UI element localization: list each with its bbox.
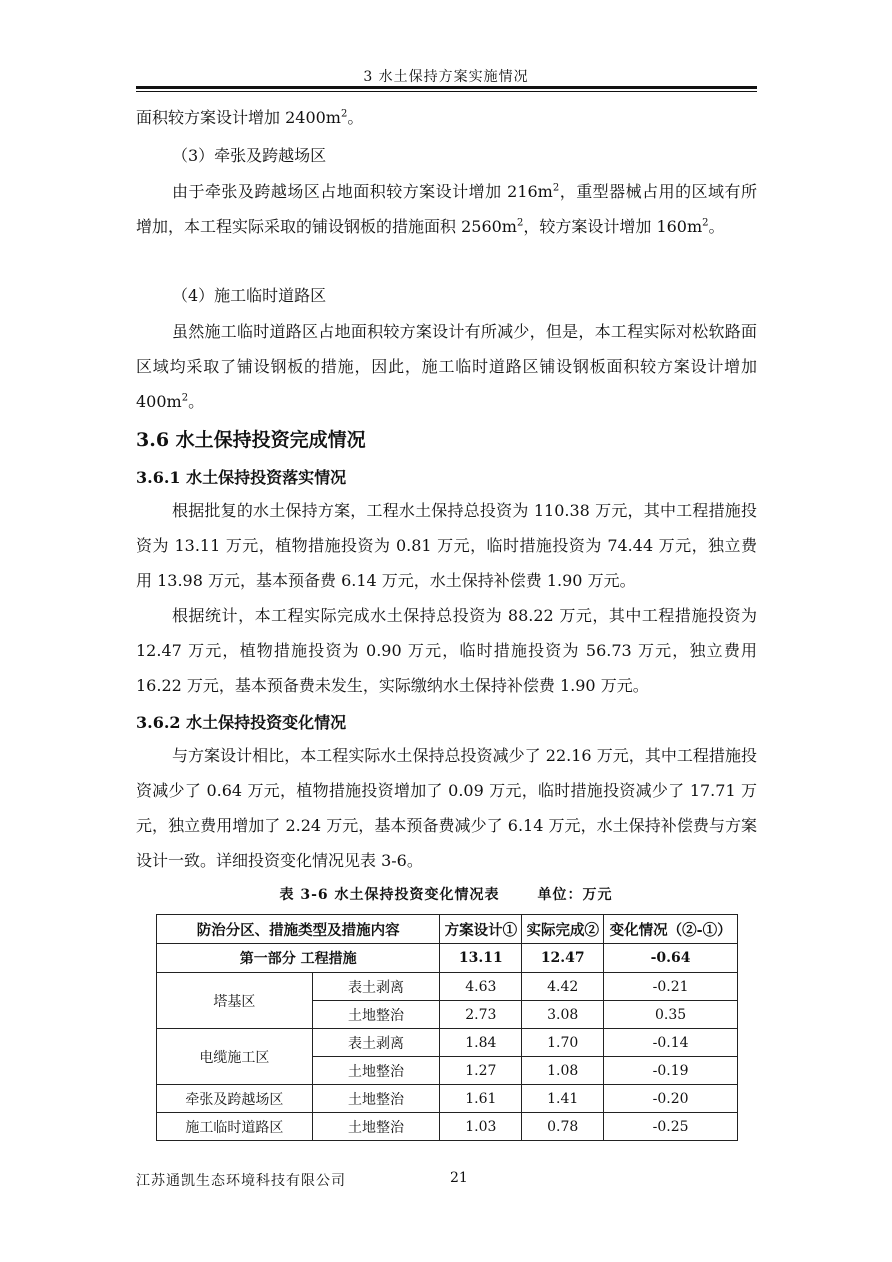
table-caption [0,884,892,904]
zone-cell: 电缆施工区 [157,1029,313,1085]
text: 由于牵张及跨越场区占地面积较方案设计增加 216m [172,182,553,201]
actual-cell: 1.08 [522,1057,604,1085]
header-cell: 实际完成② [522,915,604,944]
section-label-cell: 第一部分 工程措施 [157,944,440,973]
measure-cell: 表土剥离 [312,973,440,1001]
table-row [157,1113,738,1141]
superscript: 2 [552,182,560,194]
actual-cell: 3.08 [522,1001,604,1029]
actual-cell: 1.41 [522,1085,604,1113]
actual-cell: 12.47 [522,944,604,973]
change-cell: -0.21 [604,973,738,1001]
investment-change-table [156,914,738,1141]
header-cell: 防治分区、措施类型及措施内容 [157,915,440,944]
header-cell: 变化情况（②-①） [604,915,738,944]
paragraph-actual-investment: 根据统计，本工程实际完成水土保持总投资为 88.22 万元，其中工程措施投资为 12.47 万元，植物措施投资为 0.90 万元，临时措施投资为 56.73 万元，独立费用 16.22 万元，基本预备费未发生，实际缴纳水土保持补偿费 1.90 万元。 [136,606,757,695]
actual-cell: 1.70 [522,1029,604,1057]
paragraph-temp-road-area [136,314,757,419]
table-row [157,973,738,1001]
measure-cell: 土地整治 [312,1113,440,1141]
change-cell: -0.25 [604,1113,738,1141]
zone-cell: 塔基区 [157,973,313,1029]
plan-cell: 2.73 [440,1001,522,1029]
plan-cell: 1.84 [440,1029,522,1057]
text: 。 [188,392,205,411]
text: ，重型器械占用的区域有所增加，本工程实际采取的铺设钢板的措施面积 2560m [136,182,757,236]
header-rule-thin [136,91,757,92]
measure-cell: 土地整治 [312,1057,440,1085]
table-header-row [157,915,738,944]
table-row [157,1085,738,1113]
plan-cell: 13.11 [440,944,522,973]
change-cell: 0.35 [604,1001,738,1029]
text: 。 [708,217,725,236]
section-heading-3-6: 3.6 水土保持投资完成情况 [136,429,366,451]
text: ，较方案设计增加 160m [523,217,703,236]
actual-cell: 0.78 [522,1113,604,1141]
table-row [157,1029,738,1057]
paragraph-investment-change: 与方案设计相比，本工程实际水土保持总投资减少了 22.16 万元，其中工程措施投资减少了 0.64 万元，植物措施投资增加了 0.09 万元，临时措施投资减少了 17.71 万元，独立费用增加了 2.24 万元，基本预备费减少了 6.14 万元，水土保持补偿费与方案设计一致。详细投资变化情况见表 3-6。 [136,746,757,870]
measure-cell: 土地整治 [312,1085,440,1113]
section-heading-3-6-1: 3.6.1 水土保持投资落实情况 [136,468,347,487]
paragraph-approved-investment: 根据批复的水土保持方案，工程水土保持总投资为 110.38 万元，其中工程措施投资为 13.11 万元，植物措施投资为 0.81 万元，临时措施投资为 74.44 万元，独立费用 13.98 万元，基本预备费 6.14 万元，水土保持补偿费 1.90 万元。 [136,501,757,590]
table-section-row [157,944,738,973]
superscript: 2 [340,108,348,120]
table-unit: 单位：万元 [537,887,613,903]
subheading-temp-road-area: （4）施工临时道路区 [172,286,327,305]
superscript: 2 [702,217,709,229]
measure-cell: 土地整治 [312,1001,440,1029]
measure-cell: 表土剥离 [312,1029,440,1057]
section-heading-3-6-2: 3.6.2 水土保持投资变化情况 [136,713,347,732]
header-rule-thick [136,86,757,89]
zone-cell: 施工临时道路区 [157,1113,313,1141]
text: 面积较方案设计增加 2400m [136,108,341,127]
header-title: 3 水土保持方案实施情况 [363,69,529,85]
superscript: 2 [181,392,189,404]
paragraph-area-increase [136,100,757,135]
superscript: 2 [516,217,524,229]
text: 。 [347,108,364,127]
plan-cell: 1.27 [440,1057,522,1085]
change-cell: -0.20 [604,1085,738,1113]
page-number: 21 [450,1170,468,1186]
text: 虽然施工临时道路区占地面积较方案设计有所减少，但是，本工程实际对松软路面区域均采取了铺设钢板的措施，因此，施工临时道路区铺设钢板面积较方案设计增加 400m [136,322,757,411]
footer-company: 江苏通凯生态环境科技有限公司 [136,1173,346,1189]
plan-cell: 1.03 [440,1113,522,1141]
plan-cell: 4.63 [440,973,522,1001]
change-cell: -0.64 [604,944,738,973]
zone-cell: 牵张及跨越场区 [157,1085,313,1113]
plan-cell: 1.61 [440,1085,522,1113]
subheading-traction-area: （3）牵张及跨越场区 [172,146,327,165]
actual-cell: 4.42 [522,973,604,1001]
table-title: 表 3-6 水土保持投资变化情况表 [279,887,500,903]
paragraph-traction-area [136,174,757,244]
change-cell: -0.14 [604,1029,738,1057]
change-cell: -0.19 [604,1057,738,1085]
header-cell: 方案设计① [440,915,522,944]
